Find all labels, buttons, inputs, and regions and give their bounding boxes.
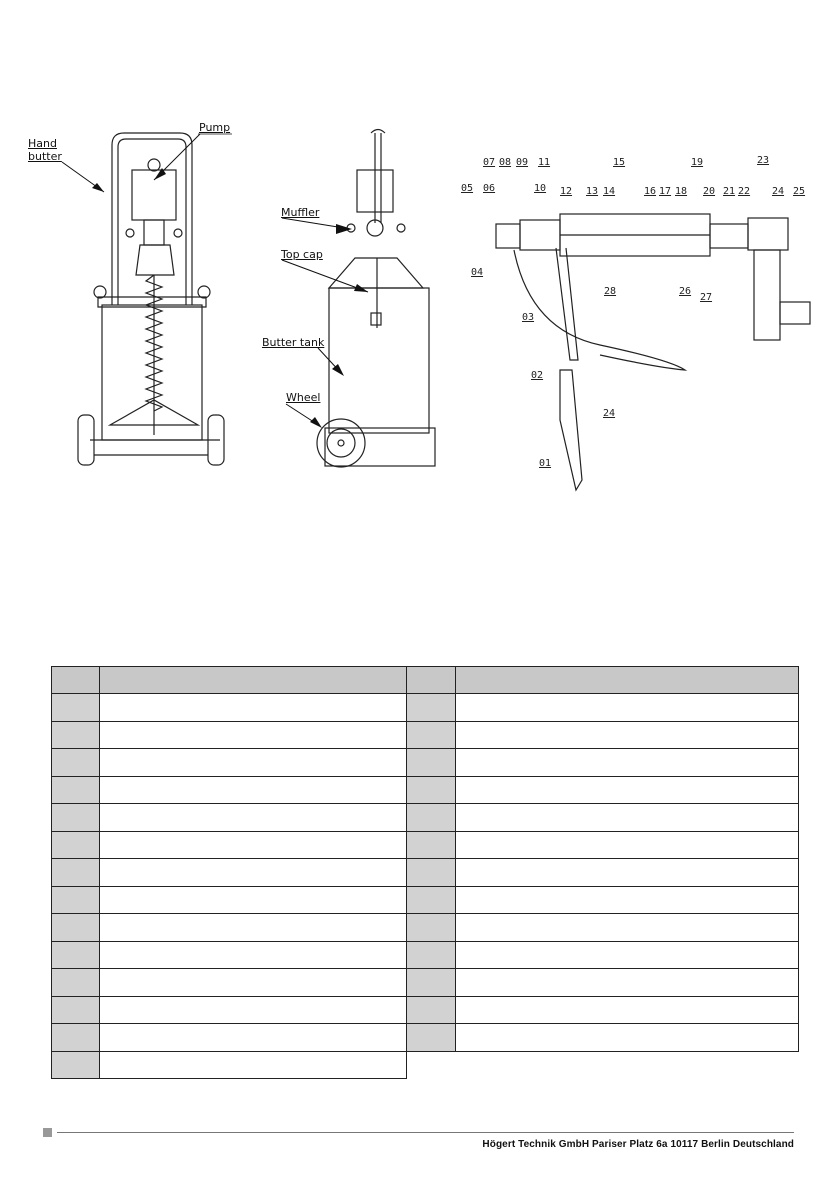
part-number: 10	[534, 183, 547, 194]
table-row	[52, 996, 799, 1024]
part-number: 27	[700, 292, 713, 303]
footer-company-address: Högert Technik GmbH Pariser Platz 6a 10117 Berlin Deutschland	[482, 1139, 794, 1150]
label-wheel: Wheel	[286, 391, 321, 404]
label-muffler: Muffler	[281, 206, 320, 219]
table-row	[52, 694, 799, 722]
footer-divider	[57, 1132, 794, 1133]
parts-table	[51, 666, 799, 1079]
label-top-cap: Top cap	[281, 248, 323, 261]
part-number: 28	[604, 286, 617, 297]
table-row	[52, 1051, 799, 1079]
part-number: 06	[483, 183, 496, 194]
table-row	[52, 886, 799, 914]
label-pump: Pump	[199, 121, 231, 134]
part-number: 09	[516, 157, 529, 168]
part-number: 07	[483, 157, 496, 168]
table-row	[52, 914, 799, 942]
table-row	[52, 831, 799, 859]
table-row	[52, 1024, 799, 1052]
header-cell	[100, 667, 407, 694]
table-row	[52, 776, 799, 804]
label-butter-tank: Butter tank	[262, 336, 325, 349]
part-number: 26	[679, 286, 692, 297]
footer-marker	[43, 1128, 52, 1137]
parts-table-body	[52, 694, 799, 1079]
part-number: 08	[499, 157, 512, 168]
part-number: 17	[659, 186, 672, 197]
part-number: 14	[603, 186, 616, 197]
header-cell	[52, 667, 100, 694]
table-row	[52, 721, 799, 749]
label-hand-butter: Hand butter	[28, 137, 62, 163]
part-number: 05	[461, 183, 474, 194]
part-number: 03	[522, 312, 535, 323]
header-cell	[407, 667, 456, 694]
part-number: 16	[644, 186, 657, 197]
part-number: 21	[723, 186, 736, 197]
table-row	[52, 941, 799, 969]
part-number: 04	[471, 267, 484, 278]
part-number: 11	[538, 157, 551, 168]
part-number: 25	[793, 186, 806, 197]
header-cell	[456, 667, 799, 694]
part-number: 15	[613, 157, 626, 168]
table-row	[52, 804, 799, 832]
part-number: 18	[675, 186, 688, 197]
part-number: 02	[531, 370, 544, 381]
part-number: 22	[738, 186, 751, 197]
part-number: 12	[560, 186, 573, 197]
table-row	[52, 969, 799, 997]
table-row	[52, 749, 799, 777]
table-header-row	[52, 667, 799, 694]
part-number: 13	[586, 186, 599, 197]
part-number: 23	[757, 155, 770, 166]
part-number: 01	[539, 458, 552, 469]
part-number: 24	[603, 408, 616, 419]
table-row	[52, 859, 799, 887]
part-number: 20	[703, 186, 716, 197]
part-number: 19	[691, 157, 704, 168]
part-number: 24	[772, 186, 785, 197]
